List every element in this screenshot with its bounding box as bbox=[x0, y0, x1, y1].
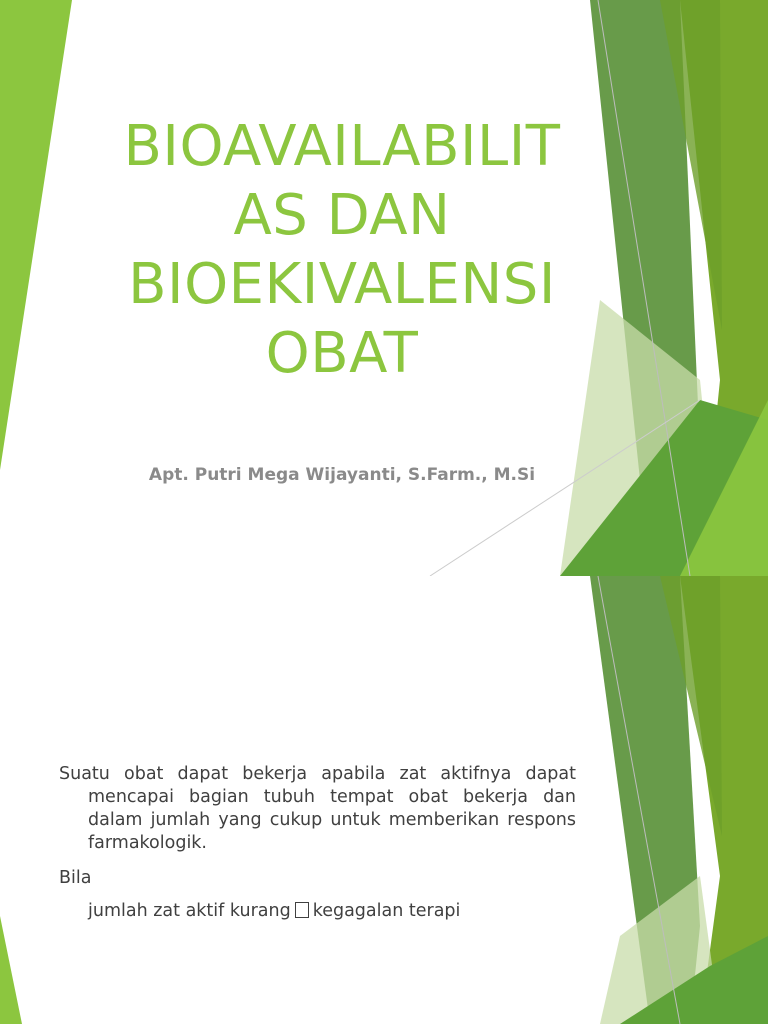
content-slide bbox=[0, 576, 768, 1024]
title-line: AS DAN bbox=[233, 183, 451, 248]
bila-label: Bila bbox=[59, 868, 92, 888]
title-line: BIOEKIVALENSI bbox=[128, 252, 556, 317]
intro-paragraph: Suatu obat dapat bekerja apabila zat aktifnya dapat mencapai bagian tubuh tempat obat bekerja dan dalam jumlah yang cukup untuk memberikan respons farmakologik. bbox=[59, 764, 576, 853]
arrow-icon bbox=[295, 902, 309, 918]
left-green-facet bbox=[0, 0, 72, 470]
author-subtitle: Apt. Putri Mega Wijayanti, S.Farm., M.Si bbox=[148, 465, 536, 485]
slide-title bbox=[100, 112, 584, 388]
consequence-line bbox=[59, 900, 576, 923]
title-line: OBAT bbox=[265, 321, 419, 386]
consequence-cause: jumlah zat aktif kurang bbox=[88, 901, 291, 921]
consequence-effect: kegagalan terapi bbox=[312, 901, 461, 921]
title-line: BIOAVAILABILIT bbox=[123, 114, 561, 179]
left-green-facet bbox=[0, 916, 22, 1024]
